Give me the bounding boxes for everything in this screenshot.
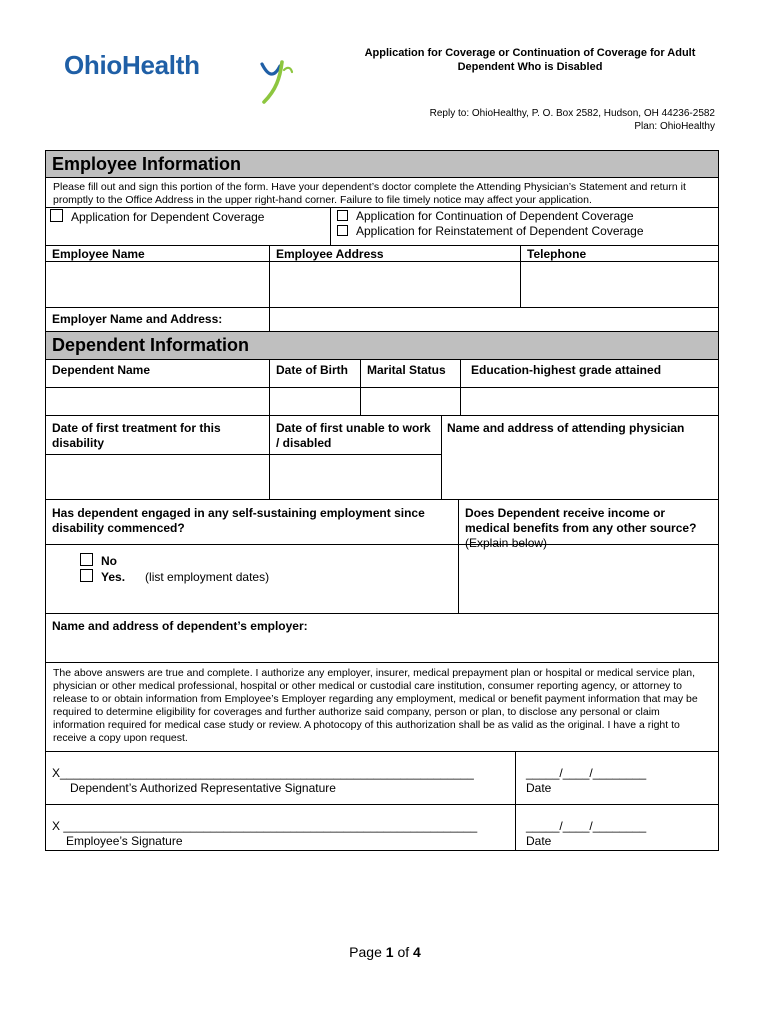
employment-no-option[interactable] [80, 553, 424, 569]
employment-question-cell [46, 500, 459, 613]
employment-question: Has dependent engaged in any self-sustaining employment since disability commenced? [46, 500, 458, 545]
ohiohealth-logo [64, 50, 274, 106]
employee-signature-line: X ______________________________________________________________ [52, 819, 478, 833]
telephone-header: Telephone [527, 247, 587, 261]
logo-wordmark: OhioHealth [64, 50, 200, 80]
education-field[interactable] [461, 388, 718, 415]
first-treatment-field[interactable] [46, 455, 269, 499]
income-question-box [459, 500, 718, 550]
document-title [330, 46, 730, 74]
dependent-name-header: Dependent Name [46, 360, 270, 387]
continuation-options [331, 208, 718, 245]
title-line-1: Application for Coverage or Continuation of Coverage for Adult [364, 47, 696, 59]
employment-no-label: No [101, 554, 117, 568]
representative-date-label: Date [526, 781, 552, 795]
representative-date-cell[interactable] [516, 752, 718, 804]
authorization-statement: The above answers are true and complete. I authorize any employer, insurer, medical prepayment plan or hospital or medical service plan, physician or other medical professional, hospital or other medical or custodial care institution, consumer reporting agency, or attorney to release to or obtain information from Employee’s Employer regarding any employment, medical or benefit payment information that may be required to determine eligibility for coverages and further authorize said company, person or plan, to disclose any personal or claim information required for medical case study or review. A photocopy of this authorization shall be as valid as the original. I have a right to receive a copy upon request. [53, 667, 698, 744]
employer-name-address-field[interactable] [270, 308, 718, 331]
employment-yes-label: Yes. [101, 570, 126, 584]
employee-signature-cell[interactable] [46, 805, 516, 850]
employee-name-header: Employee Name [46, 246, 270, 261]
continuation-checkbox[interactable] [337, 210, 348, 221]
first-unable-field[interactable] [270, 455, 441, 499]
continuation-label: Application for Continuation of Dependent Coverage [356, 209, 634, 223]
first-treatment-cell [46, 416, 270, 499]
first-treatment-label: Date of first treatment for this disability [46, 416, 269, 455]
employee-date-label: Date [526, 834, 552, 848]
reinstatement-checkbox[interactable] [337, 225, 348, 236]
page-total: 4 [413, 944, 421, 960]
dependent-employer-cell[interactable] [46, 614, 718, 662]
employee-signature-label: Employee’s Signature [66, 834, 183, 848]
dependent-coverage-label: Application for Dependent Coverage [71, 210, 265, 224]
dependent-section-heading: Dependent Information [46, 332, 718, 360]
employment-yes-checkbox[interactable] [80, 569, 93, 582]
marital-status-header: Marital Status [361, 360, 461, 387]
employee-instructions: Please fill out and sign this portion of the form. Have your dependent’s doctor complete the Attending Physician’s Statement and return it promptly to the Office Address in the upper right-hand corner. Failure to file timely notice may affect your application. [53, 181, 686, 206]
income-explanation-field[interactable] [459, 545, 718, 613]
employment-options [46, 545, 458, 593]
reply-address [430, 107, 715, 133]
plan-text: Plan: OhioHealthy [634, 121, 715, 132]
explain-below-hint: (Explain below) [465, 536, 548, 550]
representative-signature-label: Dependent’s Authorized Representative Signature [70, 781, 336, 795]
attending-physician-cell[interactable] [442, 416, 718, 499]
date-of-birth-field[interactable] [270, 388, 361, 415]
dependent-coverage-option[interactable] [46, 208, 331, 245]
employee-date-cell[interactable] [516, 805, 718, 850]
income-question-cell [459, 500, 718, 613]
employment-yes-option[interactable] [80, 569, 424, 585]
employee-name-field[interactable] [46, 262, 270, 307]
reinstatement-label: Application for Reinstatement of Dependent Coverage [356, 224, 644, 238]
employer-name-address-label: Employer Name and Address: [46, 308, 270, 331]
page-of: of [397, 944, 410, 960]
page-prefix: Page [349, 944, 382, 960]
dependent-employer-label: Name and address of dependent’s employer: [52, 619, 308, 633]
representative-signature-cell[interactable] [46, 752, 516, 804]
page-current: 1 [385, 944, 394, 960]
employee-date-line: _____/____/________ [526, 819, 647, 833]
employment-dates-hint: (list employment dates) [145, 570, 270, 584]
representative-date-line: _____/____/________ [526, 766, 647, 780]
reply-to-text: Reply to: OhioHealthy, P. O. Box 2582, Hudson, OH 44236-2582 [429, 108, 715, 119]
employee-section-heading: Employee Information [46, 151, 718, 178]
telephone-field[interactable] [521, 262, 718, 307]
logo-y-swoosh-icon [258, 56, 298, 108]
first-unable-label: Date of first unable to work / disabled [270, 416, 441, 455]
representative-signature-line: X______________________________________________________________ [52, 766, 474, 780]
marital-status-field[interactable] [361, 388, 461, 415]
income-question: Does Dependent receive income or medical benefits from any other source? [465, 506, 697, 535]
education-header: Education-highest grade attained [471, 363, 662, 377]
application-form [45, 150, 719, 851]
employment-no-checkbox[interactable] [80, 553, 93, 566]
title-line-2: Dependent Who is Disabled [457, 61, 603, 73]
dependent-name-field[interactable] [46, 388, 270, 415]
page-number [0, 944, 770, 960]
dependent-coverage-checkbox[interactable] [50, 209, 63, 222]
first-unable-cell [270, 416, 442, 499]
reinstatement-option[interactable] [337, 224, 712, 239]
employee-address-header: Employee Address [270, 246, 521, 261]
continuation-option[interactable] [337, 209, 712, 224]
attending-physician-label: Name and address of attending physician [447, 421, 685, 435]
employee-address-field[interactable] [270, 262, 521, 307]
date-of-birth-header: Date of Birth [270, 360, 361, 387]
